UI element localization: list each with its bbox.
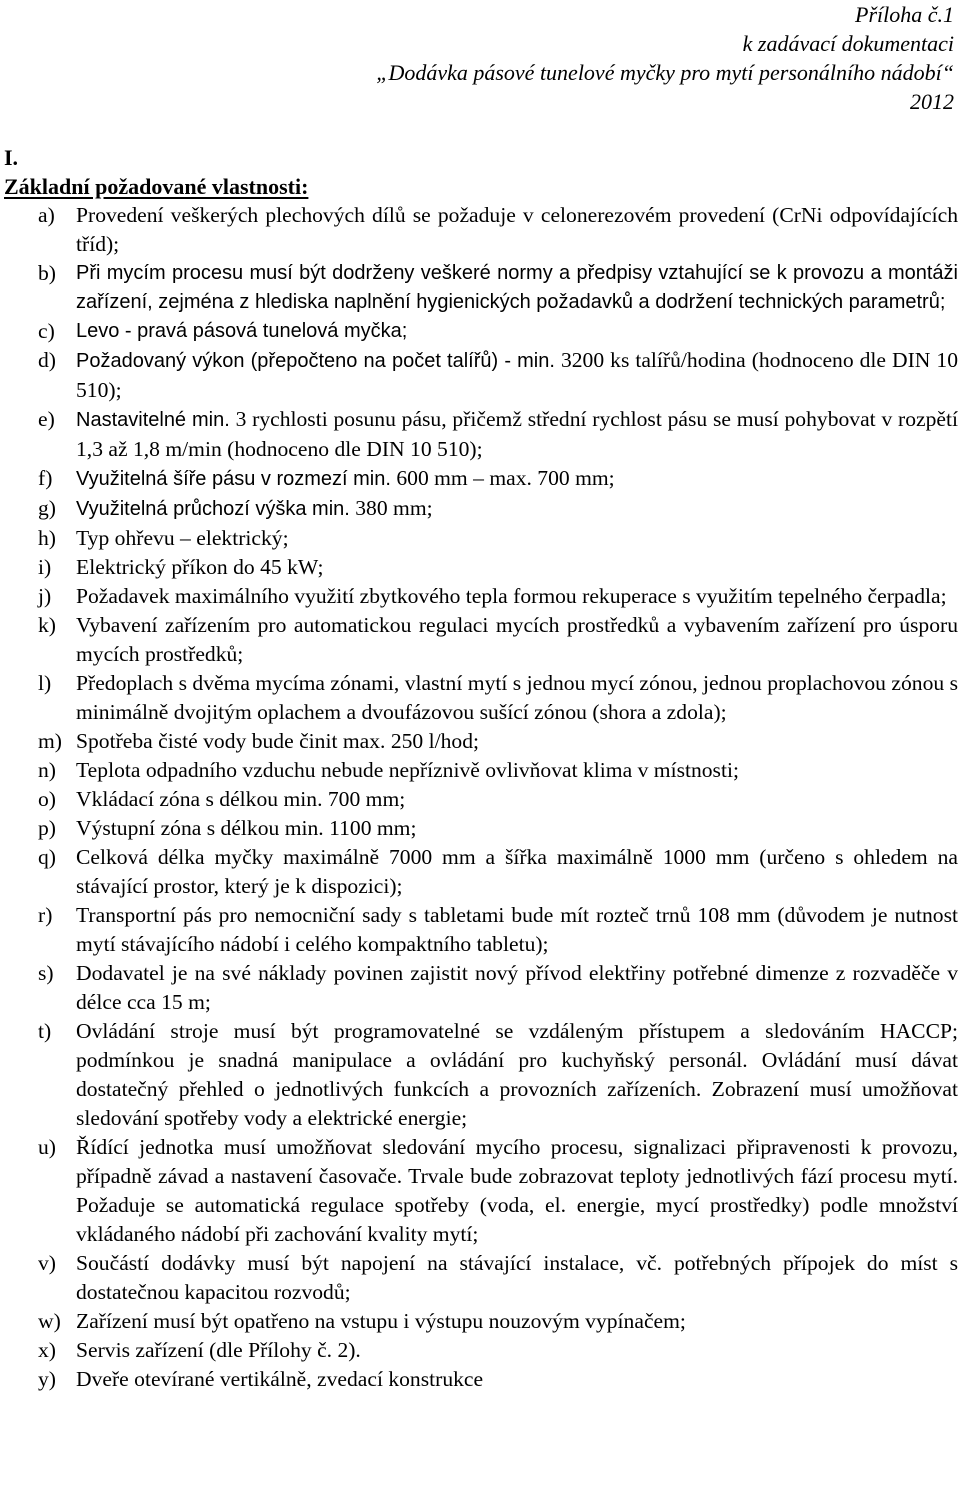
list-marker: s) [38, 961, 54, 985]
list-item [0, 1249, 958, 1307]
list-item-text: Řídící jednotka musí umožňovat sledování mycího procesu, signalizaci připravenosti k provozu, případně závad a nastavení časovače. Trvale bude zobrazovat teploty jednotlivých fází procesu mytí. Požaduje se automatická regulace spotřeby (voda, el. energie, mycí prostředky) podle množství vkládaného nádobí při zachování kvality mytí; [76, 1135, 958, 1246]
list-item-text-part: 3200 ks talířů/hodina (hodnoceno dle DIN 10 510); [76, 348, 958, 402]
list-item [0, 259, 958, 317]
list-item-text: Výstupní zóna s délkou min. 1100 mm; [76, 816, 417, 840]
list-item [0, 1133, 958, 1249]
list-marker: v) [38, 1251, 56, 1275]
list-item-text: Levo - pravá pásová tunelová myčka; [76, 320, 408, 342]
list-marker: h) [38, 526, 56, 550]
section-number: I. [4, 145, 19, 170]
list-item [0, 901, 958, 959]
list-item [0, 405, 958, 464]
list-item-text: Předoplach s dvěma mycíma zónami, vlastní mytí s jednou mycí zónou, jednou proplachovou zónou s minimálně dvojitým oplachem a dvoufázovou sušící zónou (shora a zdola); [76, 671, 958, 724]
list-item [0, 843, 958, 901]
list-item-text: Ovládání stroje musí být programovatelné se vzdáleným přístupem a sledováním HACCP; podmínkou je snadná manipulace a ovládání pro kuchyňský personál. Ovládání musí dávat dostatečný přehled o jednotlivých funkcích a provozních zařízeních. Zobrazení musí umožňovat sledování spotřeby vody a elektrické energie; [76, 1019, 958, 1130]
list-marker: f) [38, 466, 53, 490]
list-marker: d) [38, 348, 56, 372]
list-item-text: Teplota odpadního vzduchu nebude nepříznivě ovlivňovat klima v místnosti; [76, 758, 739, 782]
list-marker: m) [38, 729, 62, 753]
list-item [0, 346, 958, 405]
list-marker: c) [38, 319, 55, 343]
list-item-text-part: Nastavitelné min. [76, 409, 230, 431]
list-item-text-part: 380 mm; [355, 496, 433, 520]
list-marker: k) [38, 613, 56, 637]
list-item [0, 1365, 958, 1394]
list-item [0, 464, 958, 494]
list-item [0, 582, 958, 611]
list-item [0, 727, 958, 756]
list-item-text: Celková délka myčky maximálně 7000 mm a šířka maximálně 1000 mm (určeno s ohledem na stávající prostor, který je k dispozici); [76, 845, 958, 898]
header-tender-name: „Dodávka pásové tunelové myčky pro mytí personálního nádobí“ [376, 60, 954, 85]
list-item [0, 611, 958, 669]
list-item [0, 785, 958, 814]
list-marker: t) [38, 1019, 52, 1043]
header-attachment-label: Příloha č.1 [855, 2, 954, 27]
list-item-text-part: 600 mm – max. 700 mm; [396, 466, 615, 490]
list-marker: u) [38, 1135, 56, 1159]
list-item-text: Požadavek maximálního využití zbytkového tepla formou rekuperace s využitím tepelného čerpadla; [76, 584, 947, 608]
list-item [0, 524, 958, 553]
list-marker: a) [38, 203, 55, 227]
list-item [0, 756, 958, 785]
list-marker: x) [38, 1338, 56, 1362]
list-marker: e) [38, 407, 55, 431]
list-marker: r) [38, 903, 53, 927]
list-item-text-part: Využitelná průchozí výška min. [76, 498, 350, 520]
list-item-text-part: Požadovaný výkon (přepočteno na počet talířů) - min. [76, 350, 555, 372]
list-item [0, 1307, 958, 1336]
list-item-text: Zařízení musí být opatřeno na vstupu i výstupu nouzovým vypínačem; [76, 1309, 686, 1333]
list-item-text: Vkládací zóna s délkou min. 700 mm; [76, 787, 406, 811]
list-item-text: Dodavatel je na své náklady povinen zajistit nový přívod elektřiny potřebné dimenze z rozvaděče v délce cca 15 m; [76, 961, 958, 1014]
list-marker: n) [38, 758, 56, 782]
list-item [0, 1336, 958, 1365]
list-item-text: Elektrický příkon do 45 kW; [76, 555, 324, 579]
list-item-text: Vybavení zařízením pro automatickou regulaci mycích prostředků a vybavením zařízení pro úsporu mycích prostředků; [76, 613, 958, 666]
list-item [0, 1017, 958, 1133]
list-item-text: Dveře otevírané vertikálně, zvedací konstrukce [76, 1367, 484, 1391]
list-item-text: Transportní pás pro nemocniční sady s tabletami bude mít rozteč trnů 108 mm (důvodem je nutnost mytí stávajícího nádobí i celého kompaktního tabletu); [76, 903, 958, 956]
section-title: Základní požadované vlastnosti: [4, 174, 309, 199]
list-marker: p) [38, 816, 56, 840]
list-item [0, 317, 958, 346]
list-marker: i) [38, 555, 52, 579]
list-marker: y) [38, 1367, 56, 1391]
list-item-text: Servis zařízení (dle Přílohy č. 2). [76, 1338, 361, 1362]
list-item [0, 814, 958, 843]
list-item [0, 553, 958, 582]
list-marker: j) [38, 584, 52, 608]
list-item-text-part: 3 rychlosti posunu pásu, přičemž střední rychlost pásu se musí pohybovat v rozpětí 1,3 až 1,8 m/min (hodnoceno dle DIN 10 510); [76, 407, 958, 461]
list-marker: w) [38, 1309, 61, 1333]
list-item-text: Součástí dodávky musí být napojení na stávající instalace, vč. potřebných přípojek do míst s dostatečnou kapacitou rozvodů; [76, 1251, 958, 1304]
list-marker: b) [38, 261, 56, 285]
list-item [0, 201, 958, 259]
list-item-text: Při mycím procesu musí být dodrženy veškeré normy a předpisy vztahující se k provozu a montáži zařízení, zejména z hlediska naplnění hygienických požadavků a dodržení technických parametrů; [76, 262, 958, 313]
list-item [0, 669, 958, 727]
list-marker: q) [38, 845, 56, 869]
list-marker: o) [38, 787, 56, 811]
list-item [0, 959, 958, 1017]
list-item-text-part: Využitelná šíře pásu v rozmezí min. [76, 468, 391, 490]
list-marker: l) [38, 671, 52, 695]
list-item-text: Typ ohřevu – elektrický; [76, 526, 289, 550]
list-item-text: Provedení veškerých plechových dílů se požaduje v celonerezovém provedení (CrNi odpovídajících tříd); [76, 203, 958, 256]
header-year: 2012 [910, 89, 954, 114]
list-item-text: Spotřeba čisté vody bude činit max. 250 l/hod; [76, 729, 480, 753]
list-item [0, 494, 958, 524]
header-subtitle: k zadávací dokumentaci [742, 31, 954, 56]
document-header [376, 0, 954, 116]
requirements-list [0, 201, 958, 1394]
list-marker: g) [38, 496, 56, 520]
